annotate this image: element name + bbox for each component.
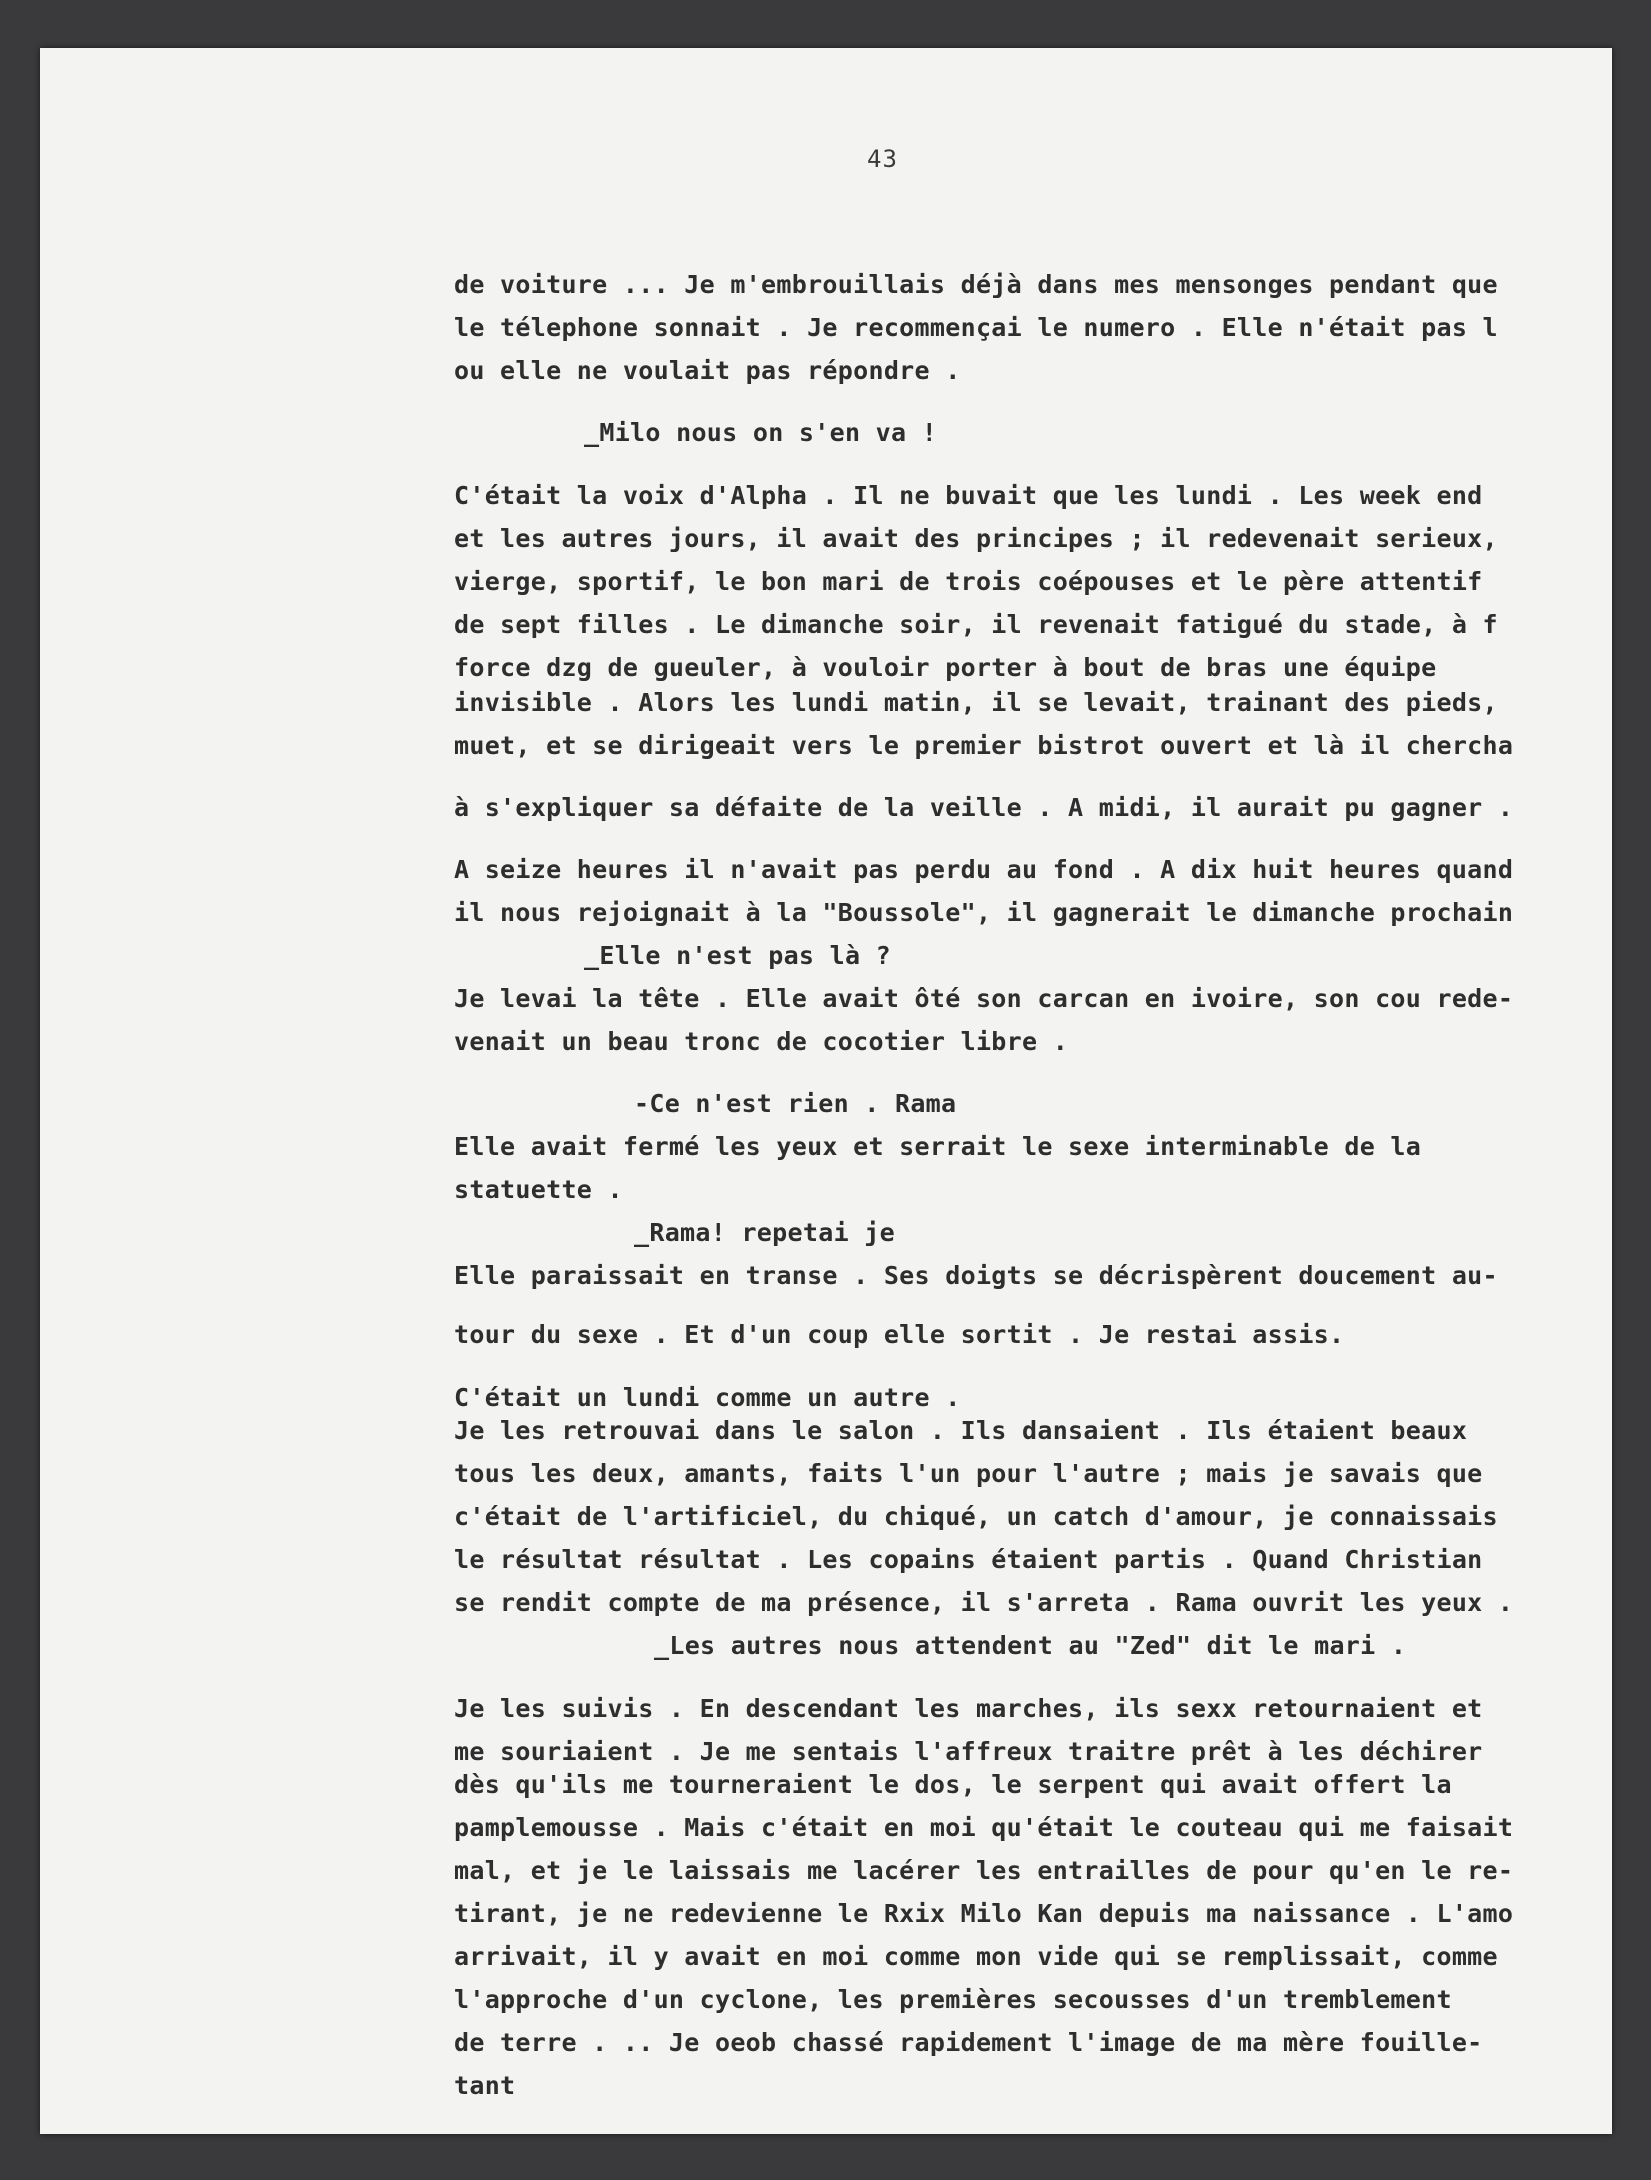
typewritten-page xyxy=(40,48,1612,2134)
text-line: et les autres jours, il avait des principes ; il redevenait serieux, xyxy=(454,524,1498,553)
text-line: tant xyxy=(454,2071,516,2100)
text-line: invisible . Alors les lundi matin, il se levait, trainant des pieds, xyxy=(454,688,1498,717)
text-line: me souriaient . Je me sentais l'affreux traitre prêt à les déchirer xyxy=(454,1737,1483,1766)
text-line: l'approche d'un cyclone, les premières secousses d'un tremblement xyxy=(454,1985,1452,2014)
text-line: Elle avait fermé les yeux et serrait le sexe interminable de la xyxy=(454,1132,1422,1161)
text-line: Je les suivis . En descendant les marches, ils sexx retournaient et xyxy=(454,1694,1483,1723)
text-line: tour du sexe . Et d'un coup elle sortit . Je restai assis. xyxy=(454,1320,1345,1349)
text-line: -Ce n'est rien . Rama xyxy=(634,1089,957,1118)
text-line: vierge, sportif, le bon mari de trois coépouses et le père attentif xyxy=(454,567,1483,596)
text-line: de terre . .. Je oeob chassé rapidement l'image de ma mère fouille- xyxy=(454,2028,1483,2057)
text-line: dès qu'ils me tourneraient le dos, le serpent qui avait offert la xyxy=(454,1770,1452,1799)
text-line: de sept filles . Le dimanche soir, il revenait fatigué du stade, à f xyxy=(454,610,1498,639)
text-line: Je levai la tête . Elle avait ôté son carcan en ivoire, son cou rede- xyxy=(454,984,1514,1013)
text-line: ou elle ne voulait pas répondre . xyxy=(454,356,961,385)
text-line: _Elle n'est pas là ? xyxy=(584,941,892,970)
text-line: C'était la voix d'Alpha . Il ne buvait que les lundi . Les week end xyxy=(454,481,1483,510)
text-line: _Rama! repetai je xyxy=(634,1218,895,1247)
text-line: pamplemousse . Mais c'était en moi qu'était le couteau qui me faisait xyxy=(454,1813,1514,1842)
text-line: il nous rejoignait à la "Boussole", il gagnerait le dimanche prochain xyxy=(454,898,1514,927)
text-line: tous les deux, amants, faits l'un pour l'autre ; mais je savais que xyxy=(454,1459,1483,1488)
page-number: 43 xyxy=(867,145,898,173)
text-line: le télephone sonnait . Je recommençai le numero . Elle n'était pas l xyxy=(454,313,1498,342)
text-line: mal, et je le laissais me lacérer les entrailles de pour qu'en le re- xyxy=(454,1856,1514,1885)
text-line: muet, et se dirigeait vers le premier bistrot ouvert et là il chercha xyxy=(454,731,1514,760)
body-text xyxy=(454,218,1604,2100)
text-line: venait un beau tronc de cocotier libre . xyxy=(454,1027,1069,1056)
text-line: statuette . xyxy=(454,1175,623,1204)
text-line: Elle paraissait en transe . Ses doigts se décrispèrent doucement au- xyxy=(454,1261,1498,1290)
text-line: de voiture ... Je m'embrouillais déjà dans mes mensonges pendant que xyxy=(454,270,1498,299)
text-line: _Milo nous on s'en va ! xyxy=(584,418,938,447)
text-line: A seize heures il n'avait pas perdu au fond . A dix huit heures quand xyxy=(454,855,1514,884)
text-line: C'était un lundi comme un autre . xyxy=(454,1383,961,1412)
text-line: à s'expliquer sa défaite de la veille . A midi, il aurait pu gagner . xyxy=(454,793,1514,822)
text-line: tirant, je ne redevienne le Rxix Milo Kan depuis ma naissance . L'amo xyxy=(454,1899,1514,1928)
text-line: arrivait, il y avait en moi comme mon vide qui se remplissait, comme xyxy=(454,1942,1498,1971)
text-line: _Les autres nous attendent au "Zed" dit le mari . xyxy=(654,1631,1407,1660)
text-line: le résultat résultat . Les copains étaient partis . Quand Christian xyxy=(454,1545,1483,1574)
text-line: force dzg de gueuler, à vouloir porter à bout de bras une équipe xyxy=(454,653,1437,682)
text-line: Je les retrouvai dans le salon . Ils dansaient . Ils étaient beaux xyxy=(454,1416,1468,1445)
text-line: se rendit compte de ma présence, il s'arreta . Rama ouvrit les yeux . xyxy=(454,1588,1514,1617)
text-line: c'était de l'artificiel, du chiqué, un catch d'amour, je connaissais xyxy=(454,1502,1498,1531)
